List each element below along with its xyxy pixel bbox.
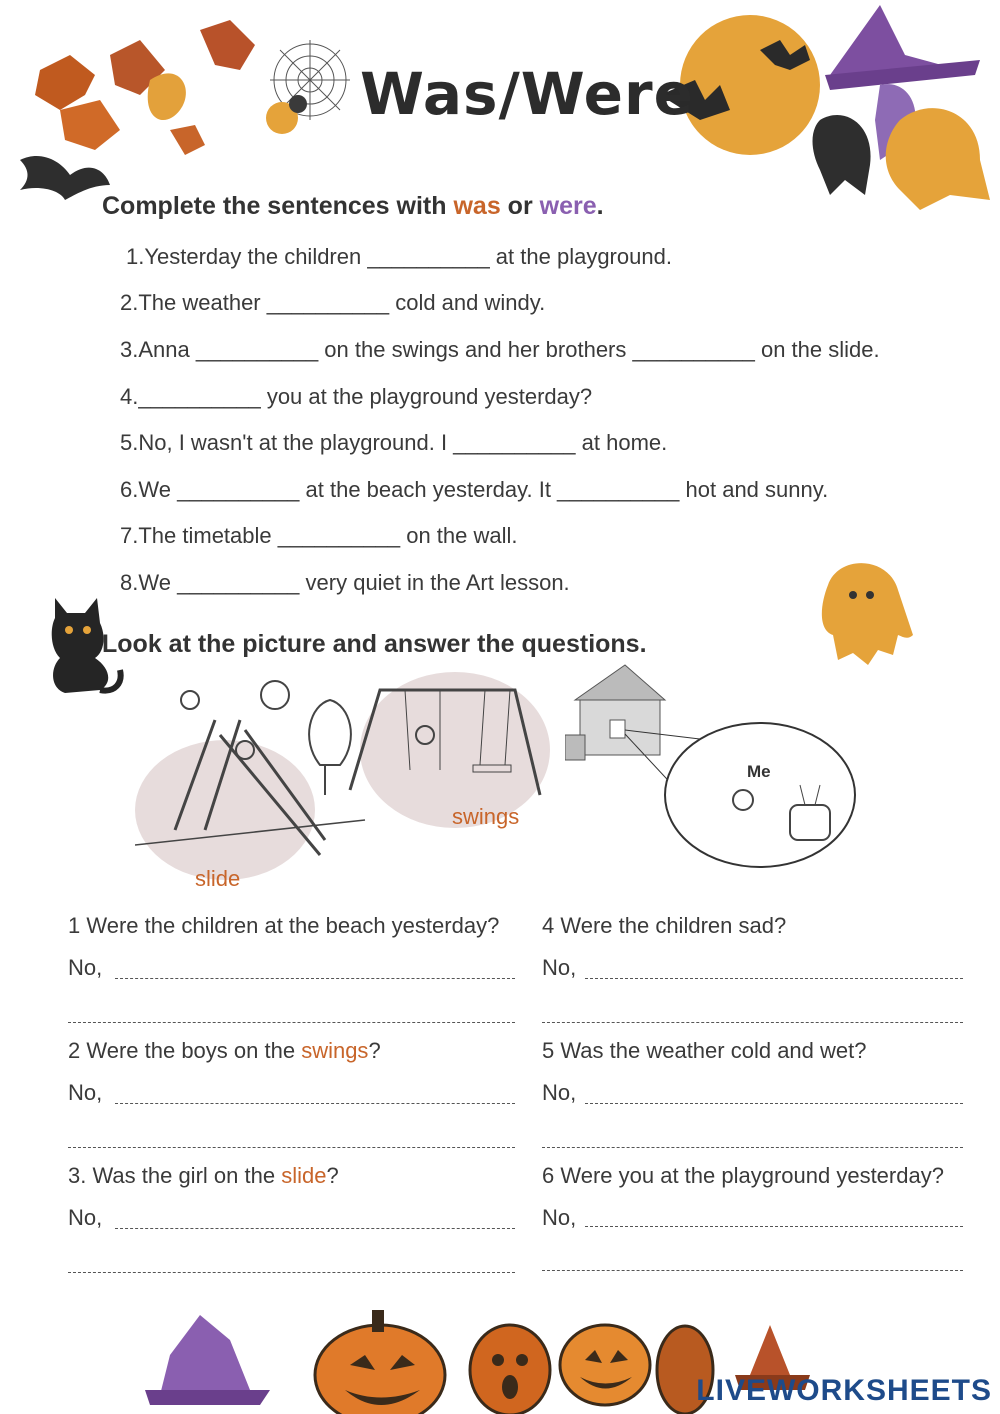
moon-bat-witch-ghost-decoration (660, 0, 1000, 230)
ghost-decoration (808, 555, 918, 670)
instruction-text: Complete the sentences with (102, 192, 454, 220)
question-1: 1 Were the children at the beach yesterday? (68, 913, 500, 938)
answer-line-3b[interactable] (68, 1272, 515, 1273)
sentence-2: 2.The weather __________ cold and windy. (120, 290, 546, 315)
answer-line-4b[interactable] (542, 1022, 963, 1023)
answer-line-6b[interactable] (542, 1270, 963, 1271)
question-6: 6 Were you at the playground yesterday? (542, 1163, 944, 1188)
sentence-8: 8.We __________ very quiet in the Art lesson. (120, 570, 570, 595)
word-was: was (453, 192, 501, 220)
word-were: were (539, 192, 597, 220)
answer-line-6a[interactable] (585, 1226, 963, 1227)
question-3-suffix: ? (326, 1163, 339, 1188)
slide-label: slide (195, 866, 241, 891)
answer-prefix-3: No, (68, 1205, 103, 1230)
answer-line-3a[interactable] (115, 1228, 515, 1229)
answer-prefix-2: No, (68, 1080, 103, 1105)
section2-instruction: Look at the picture and answer the questions. (102, 630, 647, 658)
swings-label: swings (452, 804, 520, 829)
question-4: 4 Were the children sad? (542, 913, 787, 938)
question-2-text: 2 Were the boys on the (68, 1038, 302, 1063)
question-3-text: 3. Was the girl on the (68, 1163, 282, 1188)
sentence-4: 4.__________ you at the playground yesterday? (120, 384, 593, 409)
question-5: 5 Was the weather cold and wet? (542, 1038, 867, 1063)
answer-line-4a[interactable] (585, 978, 963, 979)
spider-web-decoration (250, 30, 370, 150)
answer-line-2b[interactable] (68, 1147, 515, 1148)
question-2 (68, 1038, 381, 1064)
answer-line-5a[interactable] (585, 1103, 963, 1104)
answer-prefix-5: No, (542, 1080, 577, 1105)
answer-prefix-6: No, (542, 1205, 577, 1230)
liveworksheets-logo[interactable]: LIVEWORKSHEETS (696, 1374, 992, 1407)
answer-prefix-4: No, (542, 955, 577, 980)
sentence-5: 5.No, I wasn't at the playground. I __________ at home. (120, 430, 668, 455)
sentence-3: 3.Anna __________ on the swings and her brothers __________ on the slide. (120, 337, 880, 362)
sentence-7: 7.The timetable __________ on the wall. (120, 523, 518, 548)
answer-line-1a[interactable] (115, 978, 515, 979)
sentence-1: 1.Yesterday the children __________ at the playground. (126, 244, 672, 269)
question-3-highlight: slide (281, 1163, 327, 1188)
instruction-period: . (596, 192, 604, 220)
sentence-6: 6.We __________ at the beach yesterday. It __________ hot and sunny. (120, 477, 829, 502)
page-title: Was/Were (360, 60, 694, 128)
question-2-suffix: ? (368, 1038, 381, 1063)
section1-instruction (102, 192, 604, 221)
me-label: Me (747, 762, 771, 781)
answer-prefix-1: No, (68, 955, 103, 980)
answer-line-5b[interactable] (542, 1147, 963, 1148)
word-or: or (500, 192, 540, 220)
house-me-picture (565, 660, 865, 875)
answer-line-2a[interactable] (115, 1103, 515, 1104)
question-3 (68, 1163, 339, 1189)
answer-line-1b[interactable] (68, 1022, 515, 1023)
question-2-highlight: swings (301, 1038, 369, 1063)
